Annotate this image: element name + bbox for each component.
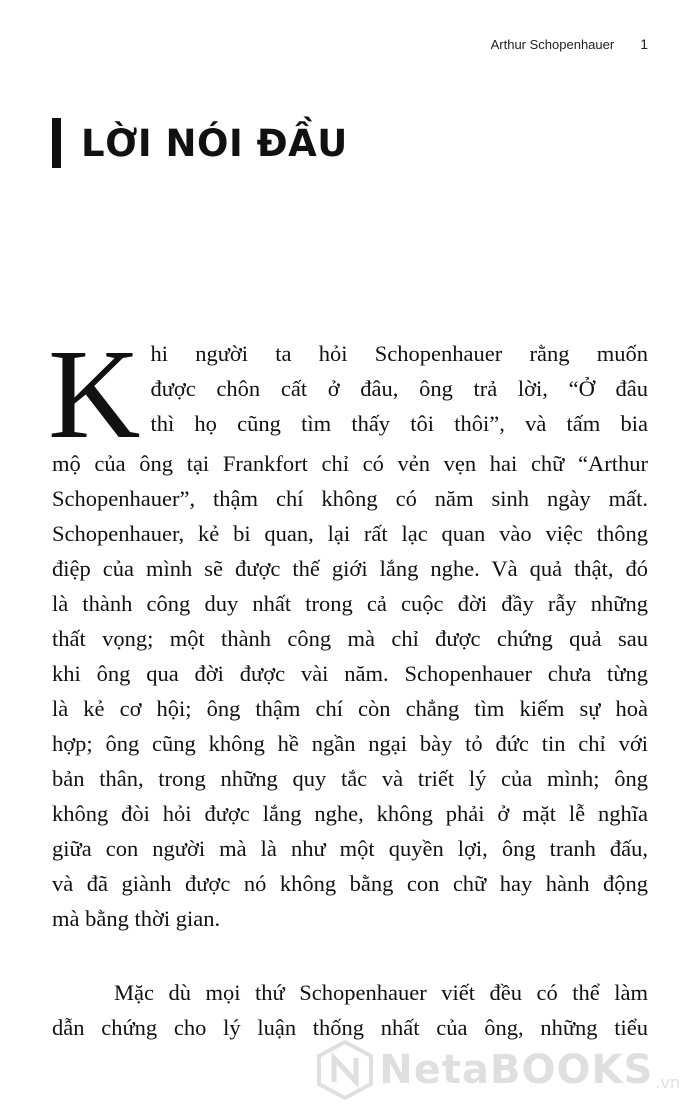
watermark [317, 1040, 680, 1100]
text-line: Schopenhauer, kẻ bi quan, lại rất lạc quan vào việc thông [52, 521, 648, 546]
text-line: dẫn chứng cho lý luận thống nhất của ông, những tiểu [52, 1015, 648, 1040]
running-title: Arthur Schopenhauer [490, 37, 615, 52]
text-line: hi người ta hỏi Schopenhauer rằng muốn [150, 341, 648, 366]
paragraph-1 [48, 323, 648, 936]
chapter-heading [52, 118, 348, 168]
watermark-suffix: .vn [655, 1073, 680, 1092]
chapter-title: LỜI NÓI ĐẦU [81, 121, 348, 165]
text-line: thì họ cũng tìm thấy tôi thôi”, và tấm bia [150, 411, 648, 436]
running-header [491, 36, 648, 52]
drop-cap: K [48, 323, 141, 465]
text-line: bản thân, trong những quy tắc và triết lý của mình; ông [52, 766, 648, 791]
page-number: 1 [640, 36, 648, 52]
paragraph-2 [52, 975, 648, 1045]
text-line: Schopenhauer”, thậm chí không có năm sinh ngày mất. [52, 486, 648, 511]
text-line: là kẻ cơ hội; ông thậm chí còn chẳng tìm kiếm sự hoà [52, 696, 648, 721]
text-line: và đã giành được nó không bằng con chữ hay hành động [52, 871, 648, 896]
text-line: là thành công duy nhất trong cả cuộc đời đầy rẫy những [52, 591, 648, 616]
text-line: điệp của mình sẽ được thế giới lắng nghe. Và quả thật, đó [52, 556, 648, 581]
text-line: mộ của ông tại Frankfort chỉ có vẻn vẹn hai chữ “Arthur [52, 451, 648, 476]
text-line: hợp; ông cũng không hề ngần ngại bày tỏ đức tin chỉ với [52, 731, 648, 756]
text-line: mà bằng thời gian. [52, 906, 221, 931]
text-line: được chôn cất ở đâu, ông trả lời, “Ở đâu [150, 376, 648, 401]
text-line: thất vọng; một thành công mà chỉ được chứng quả sau [52, 626, 648, 651]
chapter-marker-bar [52, 118, 61, 168]
text-line: Mặc dù mọi thứ Schopenhauer viết đều có thể làm [114, 980, 648, 1005]
netabooks-logo-icon [317, 1040, 373, 1100]
watermark-brand: NetaBOOKS [379, 1047, 654, 1093]
text-line: giữa con người mà là như một quyền lợi, ông tranh đấu, [52, 836, 648, 861]
text-line: không đòi hỏi được lắng nghe, không phải ở mặt lễ nghĩa [52, 801, 648, 826]
text-line: khi ông qua đời được vài năm. Schopenhauer chưa từng [52, 661, 648, 686]
